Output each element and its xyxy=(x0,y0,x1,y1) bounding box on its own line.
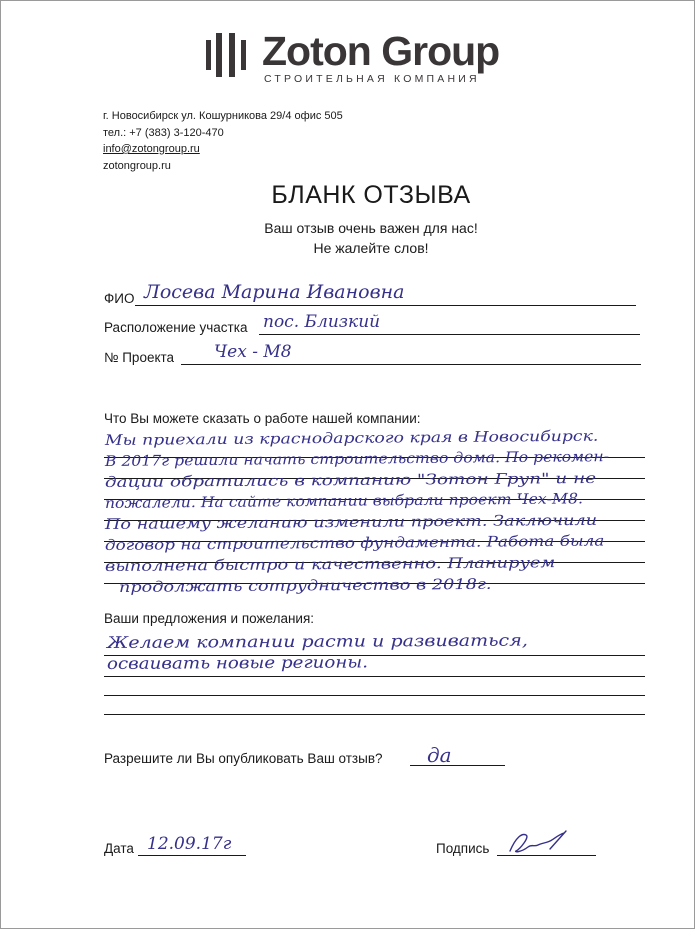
company-email-link[interactable]: info@zotongroup.ru xyxy=(103,143,200,155)
opinion-text-line: продолжать сотрудничество в 2018г. xyxy=(118,576,492,596)
opinion-label: Что Вы можете сказать о работе нашей компании: xyxy=(104,411,421,426)
fio-line xyxy=(135,305,636,306)
location-value: пос. Близкий xyxy=(263,312,381,332)
suggestion-text-line: осваивать новые регионы. xyxy=(106,652,369,673)
form-title: БЛАНК ОТЗЫВА xyxy=(271,181,471,209)
date-value: 12.09.17г xyxy=(147,834,232,854)
form-subtitle-2: Не жалейте слов! xyxy=(313,240,429,256)
opinion-text-line: В 2017г решили начать строительство дома. По рекомен- xyxy=(104,449,610,470)
opinion-text-line: договор на строительство фундамента. Работа была xyxy=(104,533,605,554)
location-label: Расположение участка xyxy=(104,320,248,335)
publish-value: да xyxy=(427,743,452,767)
project-value: Чех - М8 xyxy=(214,342,292,362)
suggestion-text-line: Желаем компании расти и развиваться, xyxy=(106,630,528,652)
fio-label: ФИО xyxy=(104,291,135,306)
zoton-logo-icon xyxy=(206,30,248,80)
company-logo-name: Zoton Group xyxy=(262,28,500,74)
fio-value: Лосева Марина Ивановна xyxy=(144,281,405,303)
publish-label: Разрешите ли Вы опубликовать Ваш отзыв? xyxy=(104,751,383,766)
opinion-text-line: пожалели. На сайте компании выбрали проект Чех-М8. xyxy=(104,491,584,512)
opinion-text-line: дации обратились в компанию "Зотон Груп" и не xyxy=(104,470,597,491)
date-line xyxy=(138,855,246,856)
suggestions-label: Ваши предложения и пожелания: xyxy=(104,611,315,626)
company-address: г. Новосибирск ул. Кошурникова 29/4 офис 505 xyxy=(103,110,343,122)
company-logo-subtitle: СТРОИТЕЛЬНАЯ КОМПАНИЯ xyxy=(264,73,480,85)
project-label: № Проекта xyxy=(104,350,175,365)
form-subtitle-1: Ваш отзыв очень важен для нас! xyxy=(264,220,478,236)
suggestions-line xyxy=(104,714,645,715)
location-line xyxy=(259,334,640,335)
signature-label: Подпись xyxy=(436,841,490,856)
publish-line xyxy=(410,765,505,766)
opinion-text-line: По нашему желанию изменили проект. Заключили xyxy=(104,512,598,533)
date-label: Дата xyxy=(104,841,134,856)
opinion-text-line: Мы приехали из краснодарского края в Новосибирск. xyxy=(104,428,599,449)
suggestions-line xyxy=(104,676,645,677)
company-site: zotongroup.ru xyxy=(103,160,171,172)
suggestions-line xyxy=(104,695,645,696)
project-line xyxy=(181,364,641,365)
opinion-text-line: выполнена быстро и качественно. Планируем xyxy=(104,555,556,575)
handwritten-signature xyxy=(506,827,576,857)
company-phone: тел.: +7 (383) 3-120-470 xyxy=(103,127,224,139)
